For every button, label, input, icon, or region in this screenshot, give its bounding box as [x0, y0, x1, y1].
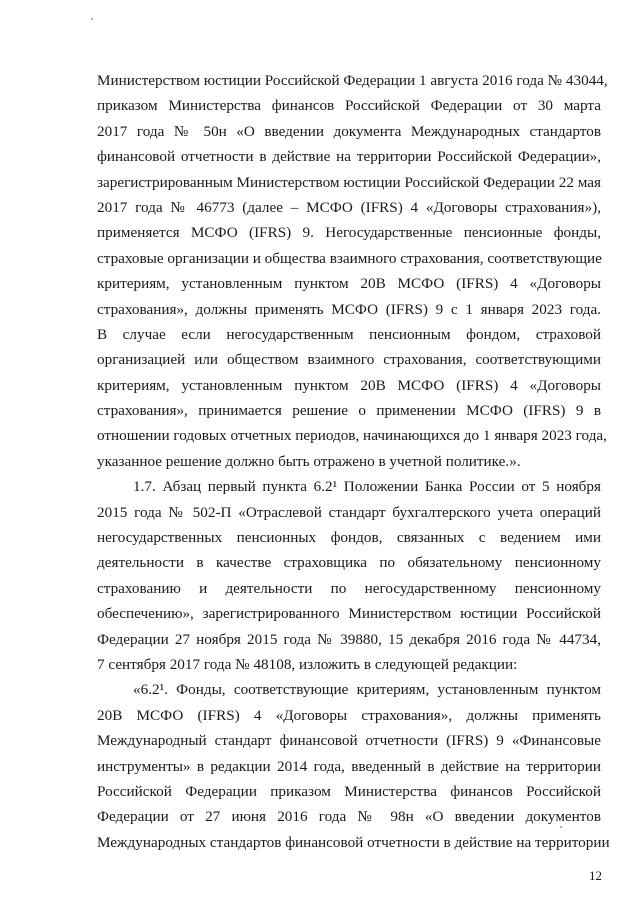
text-line: отношении годовых отчетных периодов, начинающихся до 1 января 2023 года, [97, 427, 607, 445]
text-line: указанное решение должно быть отражено в учетной политике.». [97, 452, 521, 470]
text-line: Российской Федерации приказом Министерства финансов Российской [97, 782, 601, 800]
page-number: 12 [589, 868, 602, 883]
text-line: инструменты» в редакции 2014 года, введенный в действие на территории [97, 757, 601, 775]
text-line: Международных стандартов финансовой отчетности в действие на территории [97, 833, 610, 851]
text-line: 20В МСФО (IFRS) 4 «Договоры страхования», должны применять [97, 706, 601, 724]
text-line: Министерством юстиции Российской Федерации 1 августа 2016 года № 43044, [97, 72, 608, 89]
document-body [97, 68, 610, 855]
text-line: критериям, установленным пунктом 20В МСФО (IFRS) 4 «Договоры [97, 376, 601, 394]
text-line: страхования», должны применять МСФО (IFRS) 9 с 1 января 2023 года. [97, 300, 601, 318]
text-line: критериям, установленным пунктом 20В МСФО (IFRS) 4 «Договоры [97, 275, 601, 293]
text-line: Федерации 27 ноября 2015 года № 39880, 15 декабря 2016 года № 44734, [97, 630, 601, 648]
text-line: применяется МСФО (IFRS) 9. Негосударственные пенсионные фонды, [97, 224, 601, 242]
text-line: 2017 года № 50н «О введении документа Международных стандартов [97, 122, 601, 140]
text-line: организацией или обществом взаимного страхования, соответствующими [97, 351, 601, 369]
text-line: финансовой отчетности в действие на территории Российской Федерации», [97, 148, 601, 166]
scan-speck [560, 826, 562, 828]
text-line: 1.7. Абзац первый пункта 6.2¹ Положении Банка России от 5 ноября [133, 478, 601, 496]
text-line: «6.2¹. Фонды, соответствующие критериям, установленным пунктом [133, 681, 601, 699]
text-line: 2017 года № 46773 (далее – МСФО (IFRS) 4 «Договоры страхования»), [97, 198, 601, 216]
text-line: обеспечению», зарегистрированного Министерством юстиции Российской [97, 605, 601, 623]
text-line: страхованию и деятельности по негосударственному пенсионному [97, 579, 601, 597]
text-line: 7 сентября 2017 года № 48108, изложить в следующей редакции: [97, 655, 518, 673]
text-line: приказом Министерства финансов Российской Федерации от 30 марта [97, 97, 601, 115]
text-line: страхования», принимается решение о применении МСФО (IFRS) 9 в [97, 402, 601, 420]
text-line: деятельности в качестве страховщика по обязательному пенсионному [97, 554, 601, 572]
scan-speck [91, 18, 93, 20]
text-line: страховые организации и общества взаимного страхования, соответствующие [97, 249, 602, 267]
text-line: негосударственных пенсионных фондов, связанных с ведением ими [97, 529, 601, 547]
text-line: В случае если негосударственным пенсионным фондом, страховой [97, 325, 601, 343]
text-line: Федерации от 27 июня 2016 года № 98н «О введении документов [97, 808, 601, 826]
text-line: зарегистрированным Министерством юстиции Российской Федерации 22 мая [97, 173, 601, 191]
text-line: Международный стандарт финансовой отчетности (IFRS) 9 «Финансовые [97, 732, 601, 750]
text-line: 2015 года № 502-П «Отраслевой стандарт бухгалтерского учета операций [97, 503, 601, 521]
